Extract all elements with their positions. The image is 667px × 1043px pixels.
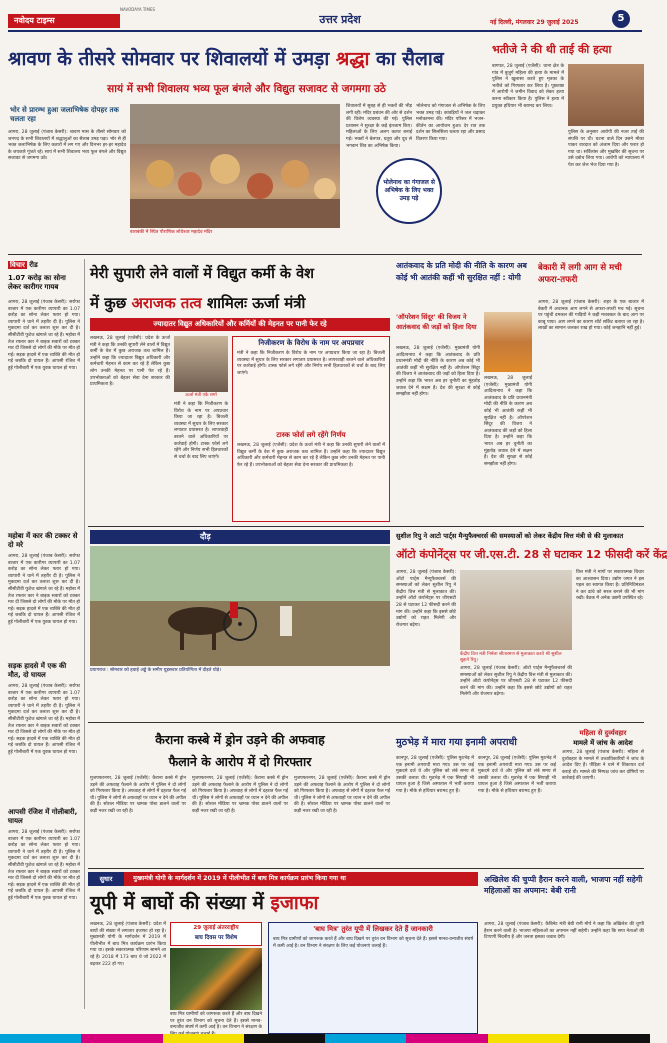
color-registration-bar: [0, 1034, 650, 1043]
dateline: नई दिल्ली, मंगलवार 29 जुलाई 2025: [490, 19, 579, 26]
lead-headline-part3: का सैलाब: [369, 48, 444, 70]
encounter-headline: मुठभेड़ में मारा गया इनामी अपराधी: [396, 737, 517, 748]
divider-row2: [88, 526, 644, 527]
tigers-box: [268, 922, 478, 1034]
minister-headline-1: मेरी सुपारी लेने वालों में विद्युत कर्मी के वेश: [90, 266, 315, 282]
woman-col: आगरा, 28 जुलाई (पंजाब केसरी): महिला से दुर्व्यवहार के मामले में उच्चाधिकारियों ने जांच के आदेश दिए हैं। पीड़िता ने थाने में शिकायत दर्ज कराई थी। मामले की निष्पक्ष जांच कर दोषियों पर कार्रवाई की जाएगी।: [562, 750, 644, 782]
reg-cyan-2: [325, 1034, 406, 1043]
nephew-col2: पुलिस के अनुसार आरोपी की नजर ताई की संपत्ति पर थी। घटना वाले दिन उसने मौका पाकर वारदात को अंजाम दिया और फरार हो गया था। सर्विलांस और मुखबिर की सूचना पर उसे दबोच लिया गया। आरोपी को न्यायालय में पेश कर जेल भेज दिया गया है।: [568, 130, 644, 168]
nephew-headline: भतीजे ने की थी ताई की हत्या: [492, 43, 612, 56]
divider-row1: [8, 254, 642, 255]
masthead-tiny-label: NAVODAYA TIMES: [120, 7, 156, 12]
tigers-inset-2: बाघ दिवस पर विशेष: [194, 935, 238, 941]
lead-headline-highlight: श्रद्धा: [335, 48, 370, 70]
divider-row3: [88, 722, 644, 723]
tigers-inset-1: 29 जुलाई अंतरराष्ट्रीय: [193, 925, 239, 931]
rundown-col-cont3: आगरा, 28 जुलाई (पंजाब केसरी): सर्राफा बाजार में एक कारीगर व्यापारी का 1.07 करोड़ का सोना लेकर फरार हो गया। व्यापारी ने थाने में तहरीर दी है। पुलिस ने मुकदमा दर्ज कर तलाश शुरू कर दी है। सीसीटीवी फुटेज खंगाले जा रहे हैं। महोबा में तेज रफ्तार कार ने बाइक सवारों को टक्कर मार दी जिससे दो लोगों की मौके पर मौत हो गई। सड़क हादसे में एक व्यक्ति की मौत हो गई जबकि दो घायल हैं। आपसी रंजिश में हुई गोलीबारी में एक युवक घायल हो गया।: [8, 830, 81, 901]
tigers-headline-highlight: इजाफा: [270, 892, 319, 914]
minister-headline-2: [90, 290, 390, 316]
tigers-photo: [170, 948, 262, 1010]
minister-headline-2a: में कुछ: [90, 294, 132, 312]
rundown-item1-head: 1.07 करोड़ का सोना लेकर कारीगर गायब: [8, 274, 66, 291]
lead-quote-circle: [376, 158, 442, 224]
nephew-col1: बागपत, 28 जुलाई (एजेंसी): थाना क्षेत्र के गांव में बुजुर्ग महिला की हत्या के मामले में पुलिस ने खुलासा करते हुए मृतका के भतीजे को गिरफ्तार कर लिया है। पूछताछ में आरोपी ने जमीन विवाद को लेकर हत्या करना स्वीकार किया है। पुलिस ने हत्या में प्रयुक्त हथियार भी बरामद कर लिया।: [492, 64, 564, 109]
reg-yellow-2: [488, 1034, 569, 1043]
page-number-badge: 5: [612, 10, 630, 28]
tigers-tag: सुधार: [88, 872, 124, 886]
tigers-box-text: बाघ मित्र ग्रामीणों को जागरूक करते हैं और बाघ दिखने पर तुरंत वन विभाग को सूचना देते हैं। इससे मानव-वन्यजीव संघर्ष में कमी आई है। वन विभाग ने संरक्षण के लिए कई योजनाएं चलाई हैं।: [273, 937, 473, 949]
drone-col3: मुजफ्फरनगर, 28 जुलाई (एजेंसी): कैराना कस्बे में ड्रोन उड़ने की अफवाह फैलाने के आरोप में पुलिस ने दो लोगों को गिरफ्तार किया है। अफवाह से लोगों में दहशत फैल गई थी। पुलिस ने लोगों से अफवाहों पर ध्यान न देने की अपील की है। सोशल मीडिया पर भ्रामक पोस्ट डालने वालों पर कड़ी नजर रखी जा रही है।: [294, 776, 390, 814]
race-photo-scene: [90, 546, 390, 666]
race-label: दौड़: [90, 530, 390, 544]
section-title: उत्तर प्रदेश: [319, 13, 361, 26]
drone-col1: मुजफ्फरनगर, 28 जुलाई (एजेंसी): कैराना कस्बे में ड्रोन उड़ने की अफवाह फैलाने के आरोप में पुलिस ने दो लोगों को गिरफ्तार किया है। अफवाह से लोगों में दहशत फैल गई थी। पुलिस ने लोगों से अफवाहों पर ध्यान न देने की अपील की है। सोशल मीडिया पर भ्रामक पोस्ट डालने वालों पर कड़ी नजर रखी जा रही है।: [90, 776, 186, 814]
divider-row4: [88, 868, 644, 869]
lead-photo-caption: बाराबंकी में स्थित पौराणिक लोधेश्वर महादेव मंदिर: [130, 230, 213, 235]
minister-headline-2c: शामिलः ऊर्जा मंत्री: [201, 294, 306, 312]
minister-col1: लखनऊ, 28 जुलाई (एजेंसी): प्रदेश के ऊर्जा मंत्री ने कहा कि उनकी सुपारी लेने वालों में विद्युत कर्मी के वेश में कुछ अराजक तत्व शामिल हैं। उन्होंने कहा कि ज्यादातर विद्युत अधिकारी और कर्मचारी मेहनत से काम कर रहे हैं लेकिन कुछ लोग उनकी मेहनत पर पानी फेर रहे हैं। उपभोक्ताओं को बेहतर सेवा देना सरकार की प्राथमिकता है।: [90, 336, 170, 388]
tigers-col2: बाघ मित्र ग्रामीणों को जागरूक करते हैं और बाघ दिखने पर तुरंत वन विभाग को सूचना देते हैं। इससे मानव-वन्यजीव संघर्ष में कमी आई है। वन विभाग ने संरक्षण के: [170, 1012, 262, 1031]
rundown-label-black: रीड: [29, 261, 38, 269]
reg-cyan: [0, 1034, 81, 1043]
unemployment-headline: बेकारी में लगी आग से मची अफरा-तफरी: [538, 263, 622, 285]
encounter-col2: कानपुर, 28 जुलाई (एजेंसी): पुलिस मुठभेड़ में एक इनामी अपराधी मारा गया। उस पर कई मुकदमे दर्ज थे और पुलिस को लंबे समय से उसकी तलाश थी। मुठभेड़ में एक सिपाही भी घायल हुआ है जिसे अस्पताल में भर्ती कराया गया है। मौके से हथियार बरामद हुए हैं।: [478, 756, 556, 794]
gst-strap: सुशील रिपु ने आटो पार्ट्स मैन्युफैक्चरर्स की समस्याओं को लेकर केंद्रीय वित्त मंत्री से की मुलाकात: [396, 532, 624, 540]
rundown-col: आगरा, 28 जुलाई (पंजाब केसरी): सर्राफा बाजार में एक कारीगर व्यापारी का 1.07 करोड़ का सोना लेकर फरार हो गया। व्यापारी ने थाने में तहरीर दी है। पुलिस ने मुकदमा दर्ज कर तलाश शुरू कर दी है। सीसीटीवी फुटेज खंगाले जा रहे हैं। महोबा में तेज रफ्तार कार ने बाइक सवारों को टक्कर मार दी जिससे दो लोगों की मौके पर मौत हो गई। सड़क हादसे में एक व्यक्ति की मौत हो गई जबकि दो घायल हैं। आपसी रंजिश में हुई गोलीबारी में एक युवक घायल हो गया।: [8, 300, 81, 371]
woman-headline-2: मामले में जांच के आदेश: [573, 739, 633, 747]
gst-photo-caption: केंद्रीय वित्त मंत्री निर्मला सीतारमण से मुलाकात करते श्री सुशील सुहाने रिपु।: [460, 652, 562, 663]
rundown-item4-head: आपसी रंजिश में गोलीबारी, घायल: [8, 808, 78, 825]
yogi-inset: 'ऑपरेशन सिंदूर' की विजय ने आतंकवाद की जड़ों को हिला दिया: [396, 313, 477, 331]
race-caption: प्रयागराज : सोमवार को हवाई अड्डे के समीप घुड़सवार प्रतियोगिता में दौड़ते घोड़े।: [90, 668, 221, 673]
minister-box: [232, 336, 390, 522]
woman-box: [562, 728, 644, 866]
yogi-photo: [484, 312, 532, 372]
tigers-strap-bar: [88, 872, 478, 886]
rundown-col-cont2: आगरा, 28 जुलाई (पंजाब केसरी): सर्राफा बाजार में एक कारीगर व्यापारी का 1.07 करोड़ का सोना लेकर फरार हो गया। व्यापारी ने थाने में तहरीर दी है। पुलिस ने मुकदमा दर्ज कर तलाश शुरू कर दी है। सीसीटीवी फुटेज खंगाले जा रहे हैं। महोबा में तेज रफ्तार कार ने बाइक सवारों को टक्कर मार दी जिससे दो लोगों की मौके पर मौत हो गई। सड़क हादसे में एक व्यक्ति की मौत हो गई जबकि दो घायल हैं। आपसी रंजिश में हुई गोलीबारी में एक युवक घायल हो गया।: [8, 684, 81, 755]
woman-headline-1: महिला से दुर्व्यवहार: [579, 729, 627, 737]
drone-col2: मुजफ्फरनगर, 28 जुलाई (एजेंसी): कैराना कस्बे में ड्रोन उड़ने की अफवाह फैलाने के आरोप में पुलिस ने दो लोगों को गिरफ्तार किया है। अफवाह से लोगों में दहशत फैल गई थी। पुलिस ने लोगों से अफवाहों पर ध्यान न देने की अपील की है। सोशल मीडिया पर भ्रामक पोस्ट डालने वालों पर कड़ी नजर रखी जा रही है।: [192, 776, 288, 814]
rundown-item2-head: महोबा में कार की टक्कर से दो मरे: [8, 532, 78, 549]
rundown-item3-head: सड़क हादसे में एक की मौत, दो घायल: [8, 662, 67, 679]
gst-col1: आगरा, 28 जुलाई (पंजाब केसरी): ऑटो पार्ट्स मैन्युफैक्चरर्स की समस्याओं को लेकर सुशील रिपु ने केंद्रीय वित्त मंत्री से मुलाकात की। उन्होंने ऑटो कंपोनेंट्स पर जीएसटी 28 से घटाकर 12 फीसदी करने की मांग की। उन्होंने कहा कि इससे छोटे उद्योगों को राहत मिलेगी और रोजगार बढ़ेगा।: [396, 570, 456, 628]
minister-headline-2b: अराजक तत्व: [131, 294, 202, 312]
rundown-label: [8, 259, 80, 271]
lead-kicker: भोर से प्रारम्भ हुआ जलाभिषेक दोपहर तक चलता रहा: [10, 106, 119, 123]
drone-headline-1: कैराना कस्बे में ड्रोन उड़ने की अफवाह: [155, 732, 325, 747]
lead-headline-part1: श्रावण के तीसरे सोमवार पर शिवालयों में उमड़ा: [8, 48, 336, 70]
lead-col3: भोलेनाथ को गंगाजल से अभिषेक के लिए भक्त उमड़ पड़े। कांवड़ियों ने जल चढ़ाकर मनोकामना की। मंदिर परिसर में भजन-कीर्तन का आयोजन हुआ। देर रात तक दर्शन का सिलसिला चलता रहा और प्रसाद वितरण किया गया।: [416, 104, 485, 142]
lead-headline: [8, 42, 485, 76]
minister-photo: [174, 336, 228, 392]
reg-black: [244, 1034, 325, 1043]
minister-box2-text: लखनऊ, 28 जुलाई (एजेंसी): प्रदेश के ऊर्जा मंत्री ने कहा कि उनकी सुपारी लेने वालों में विद्युत कर्मी के वेश में कुछ अराजक तत्व शामिल हैं। उन्होंने कहा कि ज्यादातर विद्युत अधिकारी और कर्मचारी मेहनत से काम कर रहे हैं लेकिन कुछ लोग उनकी मेहनत पर पानी फेर रहे हैं। उपभोक्ताओं को बेहतर सेवा देना सरकार की प्राथमिकता है।: [237, 443, 385, 468]
masthead: [0, 0, 650, 34]
minister-strap: ज्यादातर विद्युत अधिकारियों और कर्मियों की मेहनत पर पानी फेर रहे: [90, 318, 390, 331]
minister-box-text: मंत्री ने कहा कि निजीकरण के विरोध के नाम पर अपप्रचार किया जा रहा है। बिजली व्यवस्था में सुधार के लिए सरकार लगातार प्रयासरत है। लापरवाही बरतने वाले अधिकारियों पर कार्रवाई होगी। टास्क फोर्स लगे रहेंगे और निर्णय सभी हितधारकों से चर्चा के बाद लिए जाएंगे।: [237, 351, 385, 376]
reg-magenta-2: [406, 1034, 487, 1043]
tigers-headline-part1: यूपी में बाघों की संख्या में: [90, 892, 271, 914]
yogi-col2: लखनऊ, 28 जुलाई (एजेंसी): मुख्यमंत्री योगी आदित्यनाथ ने कहा कि आतंकवाद के प्रति प्रधानमंत्री मोदी की नीति के कारण अब कोई भी आतंकी कहीं भी सुरक्षित नहीं है। ऑपरेशन सिंदूर की विजय ने आतंकवाद की जड़ों को हिला दिया है। उन्होंने कहा कि भारत अब हर चुनौती का मुंहतोड़ जवाब देने में सक्षम है। देश की सुरक्षा से कोई समझौता नहीं होगा।: [484, 376, 532, 467]
drone-headline-2: फैलाने के आरोप में दो गिरफ्तार: [168, 754, 312, 769]
minister-box2-head: टास्क फोर्स लगे रहेंगे निर्णय: [276, 431, 346, 439]
unemployment-col: आगरा, 28 जुलाई (पंजाब केसरी): शहर के एक बाजार में बेकरी में अचानक आग लगने से अफरा-तफरी मच गई। सूचना पर पहुंची दमकल की गाड़ियों ने कड़ी मशक्कत के बाद आग पर काबू पाया। आग लगने का कारण शॉर्ट सर्किट बताया जा रहा है। लाखों का सामान जलकर राख हो गया। कोई जनहानि नहीं हुई।: [538, 300, 644, 332]
rundown-col-cont: आगरा, 28 जुलाई (पंजाब केसरी): सर्राफा बाजार में एक कारीगर व्यापारी का 1.07 करोड़ का सोना लेकर फरार हो गया। व्यापारी ने थाने में तहरीर दी है। पुलिस ने मुकदमा दर्ज कर तलाश शुरू कर दी है। सीसीटीवी फुटेज खंगाले जा रहे हैं। महोबा में तेज रफ्तार कार ने बाइक सवारों को टक्कर मार दी जिससे दो लोगों की मौके पर मौत हो गई। सड़क हादसे में एक व्यक्ति की मौत हो गई जबकि दो घायल हैं। आपसी रंजिश में हुई गोलीबारी में एक युवक घायल हो गया।: [8, 554, 81, 625]
lead-photo: [130, 104, 340, 228]
gst-headline: ऑटो कंपोनेंट्स पर जी.एस.टी. 28 से घटाकर 12 फीसदी करें केंद्र: [396, 548, 667, 561]
lead-subhead: सायं में सभी शिवालय भव्य फूल बंगले और विद्युत सजावट से जगमगा उठे: [107, 83, 386, 95]
reg-black-2: [569, 1034, 650, 1043]
gst-col3: आगरा, 28 जुलाई (पंजाब केसरी): ऑटो पार्ट्स मैन्युफैक्चरर्स की समस्याओं को लेकर सुशील रिपु ने केंद्रीय वित्त मंत्री से मुलाकात की। उन्होंने ऑटो कंपोनेंट्स पर जीएसटी 28 से घटाकर 12 फीसदी करने की मांग की। उन्होंने कहा कि इससे छोटे उद्योगों को राहत मिलेगी और रोजगार बढ़ेगा।: [460, 666, 572, 698]
encounter-col1: कानपुर, 28 जुलाई (एजेंसी): पुलिस मुठभेड़ में एक इनामी अपराधी मारा गया। उस पर कई मुकदमे दर्ज थे और पुलिस को लंबे समय से उसकी तलाश थी। मुठभेड़ में एक सिपाही भी घायल हुआ है जिसे अस्पताल में भर्ती कराया गया है। मौके से हथियार बरामद हुए हैं।: [396, 756, 474, 794]
minister-photo-caption: ऊर्जा मंत्री एके शर्मा: [185, 393, 217, 398]
rundown-label-red: विचार: [10, 261, 25, 269]
lead-photo-crowd: [130, 104, 340, 228]
minister-box-head: निजीकरण के विरोध के नाम पर अपप्रचार: [258, 339, 364, 347]
lead-col2: शिवालयों में सुबह से ही भक्तों की भीड़ लगी रही। मंदिर प्रबंधन की ओर से दर्शन की विशेष व्यवस्था की गई। पुलिस प्रशासन ने सुरक्षा के कड़े इंतजाम किए। महिलाओं के लिए अलग कतार बनाई गई। भक्तों ने बेलपत्र, धतूरा और दूध से भगवान शिव का अभिषेक किया।: [346, 104, 412, 149]
reg-yellow: [163, 1034, 244, 1043]
yogi-headline: आतंकवाद के प्रति मोदी की नीति के कारण अब कोई भी आतंकी कहीं भी सुरक्षित नहीं : योगी: [396, 261, 527, 282]
akhilesh-headline: अखिलेश की चुप्पी हैरान करने वाली, भाजपा नहीं सहेगी महिलाओं का अपमान: बेबी रानी: [484, 875, 643, 895]
lead-col1: आगरा, 28 जुलाई (पंजाब केसरी): श्रावण मास के तीसरे सोमवार को जनपद के सभी शिवालयों में श्रद्धालुओं का सैलाब उमड़ पड़ा। भोर से ही भक्त जलाभिषेक के लिए कतारों में लग गए और दिनभर हर-हर महादेव के जयकारे गूंजते रहे। सायं में सभी शिवालय भव्य फूल बंगले और विद्युत सजावट से जगमगा उठे।: [8, 130, 126, 162]
minister-col2: मंत्री ने कहा कि निजीकरण के विरोध के नाम पर अपप्रचार किया जा रहा है। बिजली व्यवस्था में सुधार के लिए सरकार लगातार प्रयासरत है। लापरवाही बरतने वाले अधिकारियों पर कार्रवाई होगी। टास्क फोर्स लगे रहेंगे और निर्णय सभी हितधारकों से चर्चा के बाद लिए जाएंगे।: [174, 402, 228, 460]
race-photo: [90, 546, 390, 666]
tigers-inset: [170, 922, 262, 946]
rundown-rule: [84, 259, 85, 1009]
yogi-col: लखनऊ, 28 जुलाई (एजेंसी): मुख्यमंत्री योगी आदित्यनाथ ने कहा कि आतंकवाद के प्रति प्रधानमंत्री मोदी की नीति के कारण अब कोई भी आतंकी कहीं भी सुरक्षित नहीं है। ऑपरेशन सिंदूर की विजय ने आतंकवाद की जड़ों को हिला दिया है। उन्होंने कहा कि भारत अब हर चुनौती का मुंहतोड़ जवाब देने में सक्षम है। देश की सुरक्षा से कोई समझौता नहीं होगा।: [396, 346, 480, 398]
tigers-col1: लखनऊ, 28 जुलाई (पंजाब केसरी): प्रदेश में बाघों की संख्या में लगातार इजाफा हो रहा है। मुख्यमंत्री योगी के मार्गदर्शन में 2019 में पीलीभीत में बाघ मित्र कार्यक्रम प्रारंभ किया गया था। इसके सकारात्मक परिणाम सामने आ रहे हैं। 2018 में 173 बाघ थे जो 2022 में बढ़कर 222 हो गए।: [90, 922, 166, 967]
tigers-strap: मुख्यमंत्री योगी के मार्गदर्शन में 2019 में पीलीभीत में बाघ मित्र कार्यक्रम प्रारंभ किया गया था: [133, 875, 346, 882]
tigers-headline: [90, 888, 478, 918]
brand-logo: नवोदय टाइम्स: [8, 14, 120, 28]
reg-magenta: [81, 1034, 162, 1043]
nephew-photo: [568, 64, 644, 126]
lead-quote-text: भोलेनाथ का गंगाजल से अभिषेक के लिए भक्त उमड़ पड़े: [383, 179, 435, 202]
masthead-rule: [8, 30, 642, 32]
tigers-box-head: 'बाघ मित्र' तुरंत यूपी में लिखकर देते हैं जानकारी: [313, 925, 433, 933]
gst-col2: वित्त मंत्री ने मांगों पर सकारात्मक विचार का आश्वासन दिया। उद्योग जगत ने इस पहल का स्वागत किया है। प्रतिनिधिमंडल ने कर ढांचे को सरल बनाने की भी मांग रखी। बैठक में अनेक उद्यमी उपस्थित रहे।: [576, 570, 644, 602]
akhilesh-col: आगरा, 28 जुलाई (पंजाब केसरी): कैबिनेट मंत्री बेबी रानी मौर्य ने कहा कि अखिलेश की चुप्पी हैरान करने वाली है। भाजपा महिलाओं का अपमान नहीं सहेगी। उन्होंने कहा कि सपा नेताओं की टिप्पणी निंदनीय है और जनता इसका जवाब देगी।: [484, 922, 644, 941]
gst-photo: [460, 570, 572, 650]
